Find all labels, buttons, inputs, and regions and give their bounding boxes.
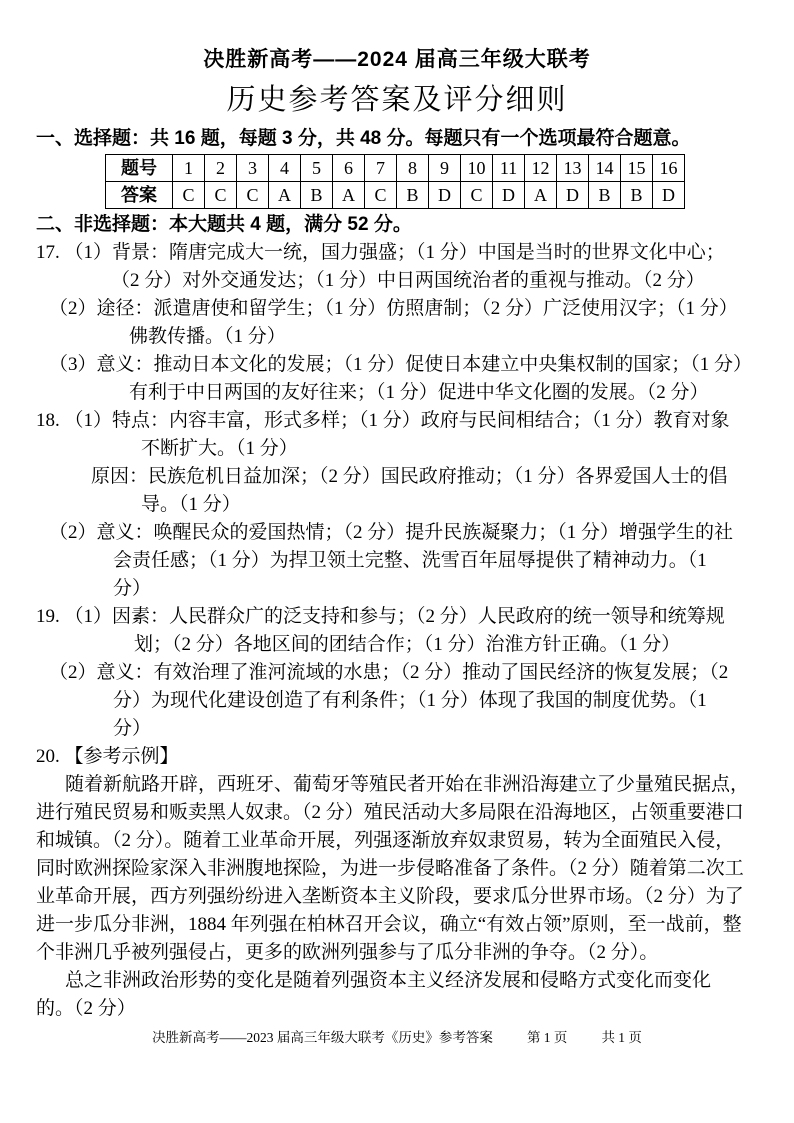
footer-page-number: 第 1 页 bbox=[526, 1030, 568, 1045]
question-number-cell: 16 bbox=[653, 155, 685, 182]
answer-line-q18-7: 分） bbox=[113, 578, 152, 599]
page-footer bbox=[0, 1029, 794, 1047]
answer-cell: B bbox=[397, 182, 429, 209]
answer-line-q17-1: 17. （1）背景：隋唐完成大一统，国力强盛；（1 分）中国是当时的世界文化中心； bbox=[36, 242, 725, 263]
answer-cell: B bbox=[589, 182, 621, 209]
answer-line-q17-5: （3）意义：推动日本文化的发展；（1 分）促使日本建立中央集权制的国家；（1 分） bbox=[49, 354, 753, 375]
question-number-row bbox=[106, 155, 685, 182]
question-number-cell: 3 bbox=[237, 155, 269, 182]
row-label-question-number: 题号 bbox=[106, 155, 173, 182]
question-number-cell: 2 bbox=[205, 155, 237, 182]
answer-cell: A bbox=[269, 182, 301, 209]
answer-line-q18-4: 导。（1 分） bbox=[141, 494, 241, 515]
question-number-cell: 11 bbox=[493, 155, 525, 182]
footer-doc-label: 决胜新高考——2023 届高三年级大联考《历史》参考答案 bbox=[152, 1030, 493, 1045]
answer-cell: B bbox=[301, 182, 333, 209]
question-number-cell: 7 bbox=[365, 155, 397, 182]
answer-line-q17-6: 有利于中日两国的友好往来；（1 分）促进中华文化圈的发展。（2 分） bbox=[129, 382, 709, 403]
question-number-cell: 10 bbox=[461, 155, 493, 182]
answer-cell: D bbox=[557, 182, 589, 209]
answer-table bbox=[105, 154, 685, 209]
answer-cell: C bbox=[461, 182, 493, 209]
answer-cell: B bbox=[621, 182, 653, 209]
answer-line-q18-6: 会责任感；（1 分）为捍卫领土完整、洗雪百年屈辱提供了精神动力。（1 bbox=[113, 550, 707, 571]
answer-row bbox=[106, 182, 685, 209]
answer-line-q19-5: 分） bbox=[113, 718, 152, 739]
answer-cell: D bbox=[429, 182, 461, 209]
answer-line-q18-1: 18. （1）特点：内容丰富，形式多样；（1 分）政府与民间相结合；（1 分）教育对象 bbox=[36, 410, 730, 431]
answer-line-q17-3: （2）途径：派遣唐使和留学生；（1 分）仿照唐制；（2 分）广泛使用汉字；（1 分） bbox=[49, 298, 738, 319]
answer-cell: A bbox=[525, 182, 557, 209]
answer-line-q17-2: （2 分）对外交通发达；（1 分）中日两国统治者的重视与推动。（2 分） bbox=[111, 270, 705, 291]
answer-cell: C bbox=[205, 182, 237, 209]
essay-section-heading: 二、非选择题：本大题共 4 题，满分 52 分。 bbox=[36, 214, 412, 235]
question-number-cell: 15 bbox=[621, 155, 653, 182]
answer-line-q19-3: （2）意义：有效治理了淮河流域的水患；（2 分）推动了国民经济的恢复发展；（2 bbox=[49, 662, 729, 683]
answer-cell: C bbox=[237, 182, 269, 209]
answer-line-q18-5: （2）意义：唤醒民众的爱国热情；（2 分）提升民族凝聚力；（1 分）增强学生的社 bbox=[49, 522, 734, 543]
answer-line-q20-2: 随着新航路开辟，西班牙、葡萄牙等殖民者开始在非洲沿海建立了少量殖民据点， bbox=[65, 774, 750, 795]
row-label-answer: 答案 bbox=[106, 182, 173, 209]
answer-line-q20-8: 个非洲几乎被列强侵占，更多的欧洲列强参与了瓜分非洲的争夺。（2 分）。 bbox=[36, 942, 659, 963]
answer-line-q20-4: 和城镇。（2 分）。随着工业革命开展，列强逐渐放弃奴隶贸易，转为全面殖民入侵， bbox=[36, 830, 735, 851]
answer-cell: D bbox=[493, 182, 525, 209]
question-number-cell: 13 bbox=[557, 155, 589, 182]
answer-line-q20-3: 进行殖民贸易和贩卖黑人奴隶。（2 分）殖民活动大多局限在沿海地区，占领重要港口 bbox=[36, 802, 744, 823]
question-number-cell: 9 bbox=[429, 155, 461, 182]
question-number-cell: 1 bbox=[173, 155, 205, 182]
question-number-cell: 6 bbox=[333, 155, 365, 182]
answer-line-q18-2: 不断扩大。（1 分） bbox=[141, 438, 298, 459]
answer-line-q20-10: 的。（2 分） bbox=[36, 998, 136, 1019]
answer-cell: C bbox=[173, 182, 205, 209]
answer-line-q20-7: 进一步瓜分非洲，1884 年列强在柏林召开会议，确立“有效占领”原则，至一战前，整 bbox=[36, 914, 742, 935]
answer-line-q20-5: 同时欧洲探险家深入非洲腹地探险，为进一步侵略准备了条件。（2 分）随着第二次工 bbox=[36, 858, 744, 879]
question-number-cell: 4 bbox=[269, 155, 301, 182]
answer-line-q18-3: 原因：民族危机日益加深；（2 分）国民政府推动；（1 分）各界爱国人士的倡 bbox=[91, 466, 728, 487]
answer-cell: D bbox=[653, 182, 685, 209]
answer-line-q19-2: 划；（2 分）各地区间的团结合作；（1 分）治淮方针正确。（1 分） bbox=[134, 634, 681, 655]
subject-title: 历史参考答案及评分细则 bbox=[226, 84, 568, 116]
footer-total-pages: 共 1 页 bbox=[601, 1030, 642, 1045]
essay-answers bbox=[36, 239, 758, 1023]
choice-section-heading: 一、选择题：共 16 题，每题 3 分，共 48 分。每题只有一个选项最符合题意。 bbox=[36, 128, 691, 149]
answer-line-q20-6: 业革命开展，西方列强纷纷进入垄断资本主义阶段，要求瓜分世界市场。（2 分）为了 bbox=[36, 886, 744, 907]
question-number-cell: 14 bbox=[589, 155, 621, 182]
question-number-cell: 8 bbox=[397, 155, 429, 182]
answer-line-q17-4: 佛教传播。（1 分） bbox=[129, 326, 286, 347]
question-number-cell: 12 bbox=[525, 155, 557, 182]
exam-title: 决胜新高考——2024 届高三年级大联考 bbox=[203, 48, 591, 71]
answer-line-q19-4: 分）为现代化建设创造了有利条件；（1 分）体现了我国的制度优势。（1 bbox=[113, 690, 707, 711]
answer-line-q20-9: 总之非洲政治形势的变化是随着列强资本主义经济发展和侵略方式变化而变化 bbox=[65, 970, 712, 991]
answer-line-q20-1: 20. 【参考示例】 bbox=[36, 746, 179, 767]
answer-cell: C bbox=[365, 182, 397, 209]
answer-cell: A bbox=[333, 182, 365, 209]
answer-line-q19-1: 19. （1）因素：人民群众广的泛支持和参与；（2 分）人民政府的统一领导和统筹规 bbox=[36, 606, 725, 627]
question-number-cell: 5 bbox=[301, 155, 333, 182]
